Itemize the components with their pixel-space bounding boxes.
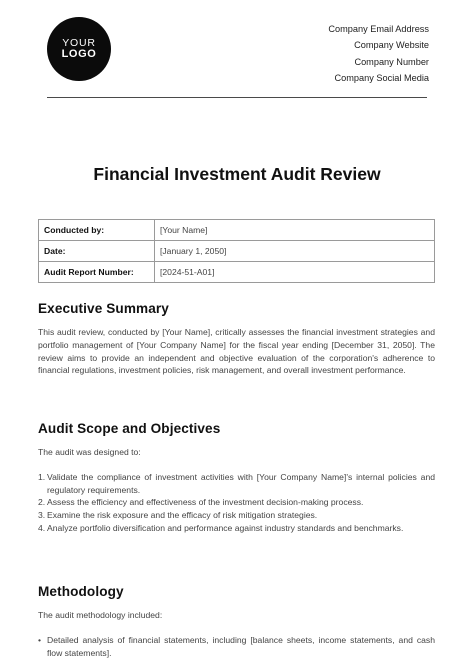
- info-label: Audit Report Number:: [39, 262, 155, 283]
- bullet-icon: •: [38, 634, 42, 645]
- list-item-text: Analyze portfolio diversification and performance against industry standards and benchmarks.: [47, 522, 404, 533]
- info-row-report-number: [39, 262, 435, 283]
- info-value: [2024-51-A01]: [155, 262, 435, 283]
- section-heading: Executive Summary: [38, 301, 169, 316]
- list-number: 2.: [38, 497, 46, 508]
- logo-line-2: LOGO: [61, 47, 97, 60]
- info-value: [Your Name]: [155, 220, 435, 241]
- section-heading: Methodology: [38, 584, 124, 599]
- info-label: Conducted by:: [39, 220, 155, 241]
- header-divider: [47, 97, 427, 98]
- list-item-text: Validate the compliance of investment activities with [Your Company Name]'s internal policies and regulatory requirements.: [47, 471, 435, 495]
- logo-line-1: YOUR: [62, 37, 96, 50]
- company-contact-block: [328, 21, 429, 86]
- list-item-text: Assess the efficiency and effectiveness of the investment decision-making process.: [47, 497, 364, 508]
- audit-scope-section: [38, 421, 435, 535]
- audit-info-table: [38, 219, 435, 283]
- info-label: Date:: [39, 241, 155, 262]
- info-value: [January 1, 2050]: [155, 241, 435, 262]
- company-logo: [47, 17, 111, 81]
- list-number: 3.: [38, 510, 46, 521]
- methodology-list: [38, 634, 435, 660]
- company-number: Company Number: [354, 56, 429, 67]
- company-email: Company Email Address: [328, 24, 429, 34]
- company-social-media: Company Social Media: [334, 72, 429, 83]
- document-title: Financial Investment Audit Review: [93, 164, 381, 184]
- section-heading: Audit Scope and Objectives: [38, 421, 221, 436]
- company-website: Company Website: [354, 40, 429, 51]
- objectives-list: [38, 471, 435, 535]
- executive-summary-section: [38, 301, 435, 377]
- section-intro: The audit was designed to:: [38, 447, 141, 457]
- list-item: [38, 496, 435, 509]
- info-row-date: [39, 241, 435, 262]
- list-item-text: Examine the risk exposure and the efficacy of risk mitigation strategies.: [47, 510, 318, 521]
- list-item: [38, 634, 435, 660]
- section-intro: The audit methodology included:: [38, 610, 163, 620]
- section-paragraph: This audit review, conducted by [Your Name], critically assesses the financial investment strategies and portfolio management of [Your Company Name] for the fiscal year ending [December 31, 2050]. The review aims to provide an independent and objective evaluation of the corporation's adherence to financial regulations, investment policies, risk management, and overall investment performance.: [38, 327, 435, 376]
- list-number: 1.: [38, 471, 46, 482]
- list-number: 4.: [38, 522, 46, 533]
- list-item: [38, 509, 435, 522]
- list-item-text: Detailed analysis of financial statements, including [balance sheets, income statements, and cash flow statements].: [47, 634, 435, 658]
- methodology-section: [38, 584, 435, 659]
- info-row-conducted-by: [39, 220, 435, 241]
- list-item: [38, 522, 435, 535]
- list-item: [38, 471, 435, 497]
